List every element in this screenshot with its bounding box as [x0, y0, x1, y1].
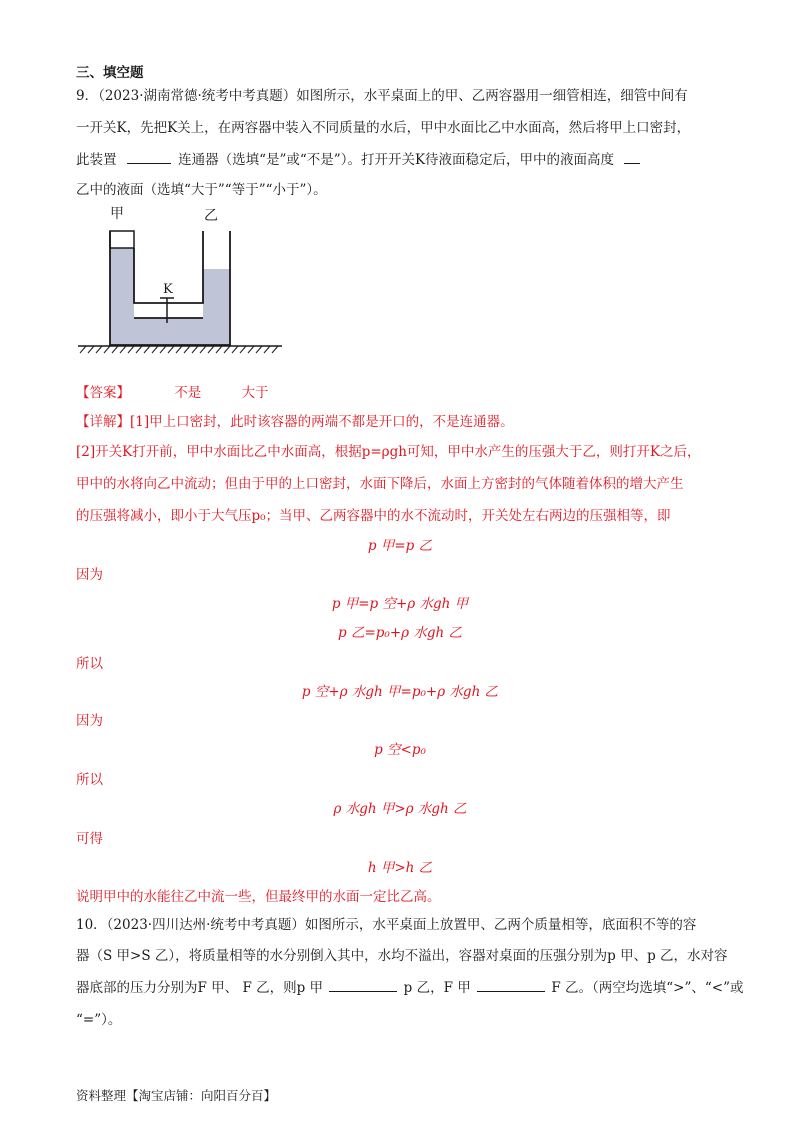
detail-line-1 — [76, 412, 514, 432]
equation-1: p 甲=p 乙 — [367, 538, 433, 554]
q10-line-2: 器（S 甲>S 乙），将质量相等的水分别倒入其中，水均不溢出，容器对桌面的压强分别为p 甲、p 乙，水对容 — [76, 948, 728, 964]
because-1: 因为 — [76, 567, 103, 583]
answer-1: 不是 — [174, 385, 202, 401]
so-1: 所以 — [76, 656, 103, 672]
answer-2: 大于 — [241, 385, 269, 401]
sealed-air-gap — [110, 231, 134, 248]
q9-line-3-end: 连通器（选填“是”或“不是”）。打开开关K待液面稳定后，甲中的液面高度 — [178, 152, 615, 168]
q10-line-3-mid: p 乙，F 甲 — [403, 980, 471, 996]
q10-line-3 — [76, 978, 743, 998]
connected-containers-figure — [70, 198, 290, 358]
q9-line-2: 一开关K，先把K关上，在两容器中装入不同质量的水后，甲中水面比乙中水面高，然后将甲上口密封， — [76, 120, 691, 136]
because-2: 因为 — [76, 713, 103, 729]
equation-4: p 空+ρ 水gh 甲=p₀+ρ 水gh 乙 — [301, 684, 499, 700]
answer-label: 【答案】 — [76, 385, 130, 401]
q10-line-1: 10．（2023·四川达州·统考中考真题）如图所示，水平桌面上放置甲、乙两个质量相等，底面积不等的容 — [76, 917, 697, 933]
equation-3: p 乙=p₀+ρ 水gh 乙 — [338, 625, 462, 641]
q10-line-4: “=”）。 — [76, 1012, 122, 1028]
equation-2: p 甲=p 空+ρ 水gh 甲 — [331, 596, 469, 612]
answer-blank-4[interactable] — [477, 979, 545, 992]
detail-line-2: [2]开关K打开前，甲中水面比乙中水面高，根据p=ρgh可知，甲中水产生的压强大于乙，则打开K之后， — [76, 444, 701, 460]
q9-line-1: 9．（2023·湖南常德·统考中考真题）如图所示，水平桌面上的甲、乙两容器用一细管相连，细管中间有 — [76, 88, 688, 104]
detail-line-3: 甲中的水将向乙中流动；但由于甲的上口密封，水面下降后，水面上方密封的气体随着体积的增大产生 — [76, 476, 684, 492]
equation-6: ρ 水gh 甲>ρ 水gh 乙 — [333, 801, 467, 817]
label-yi: 乙 — [204, 208, 218, 224]
so-2: 所以 — [76, 772, 103, 788]
section-title: 三、填空题 — [76, 65, 144, 81]
q9-line-4: 乙中的液面（选填“大于”“等于”“小于”）。 — [76, 182, 327, 198]
detail-line-4: 的压强将减小，即小于大气压p₀；当甲、乙两容器中的水不流动时，开关处左右两边的压强相等，即 — [76, 508, 671, 524]
q10-line-3-end: F 乙。（两空均选填“>”、“<”或 — [551, 980, 744, 996]
q10-line-3-start: 器底部的压力分别为F 甲、 F 乙，则p 甲 — [76, 980, 324, 996]
table-hatching — [80, 346, 278, 353]
answer-blank-2[interactable] — [624, 151, 640, 164]
obtain: 可得 — [76, 831, 103, 847]
answer-line — [76, 383, 269, 403]
equation-7: h 甲>h 乙 — [367, 860, 433, 876]
detail-1: [1]甲上口密封，此时该容器的两端不都是开口的，不是连通器。 — [130, 414, 514, 430]
q9-line-3 — [76, 150, 640, 170]
label-jia: 甲 — [110, 206, 124, 222]
equation-5: p 空<p₀ — [374, 742, 426, 758]
label-valve-k: K — [163, 282, 173, 297]
footer-note: 资料整理【淘宝店铺：向阳百分百】 — [76, 1088, 277, 1103]
answer-blank-1[interactable] — [127, 151, 171, 164]
answer-blank-3[interactable] — [329, 979, 397, 992]
q9-line-3-start: 此装置 — [76, 152, 117, 168]
detail-label: 【详解】 — [76, 414, 130, 430]
conclusion: 说明甲中的水能往乙中流一些，但最终甲的水面一定比乙高。 — [76, 889, 441, 905]
